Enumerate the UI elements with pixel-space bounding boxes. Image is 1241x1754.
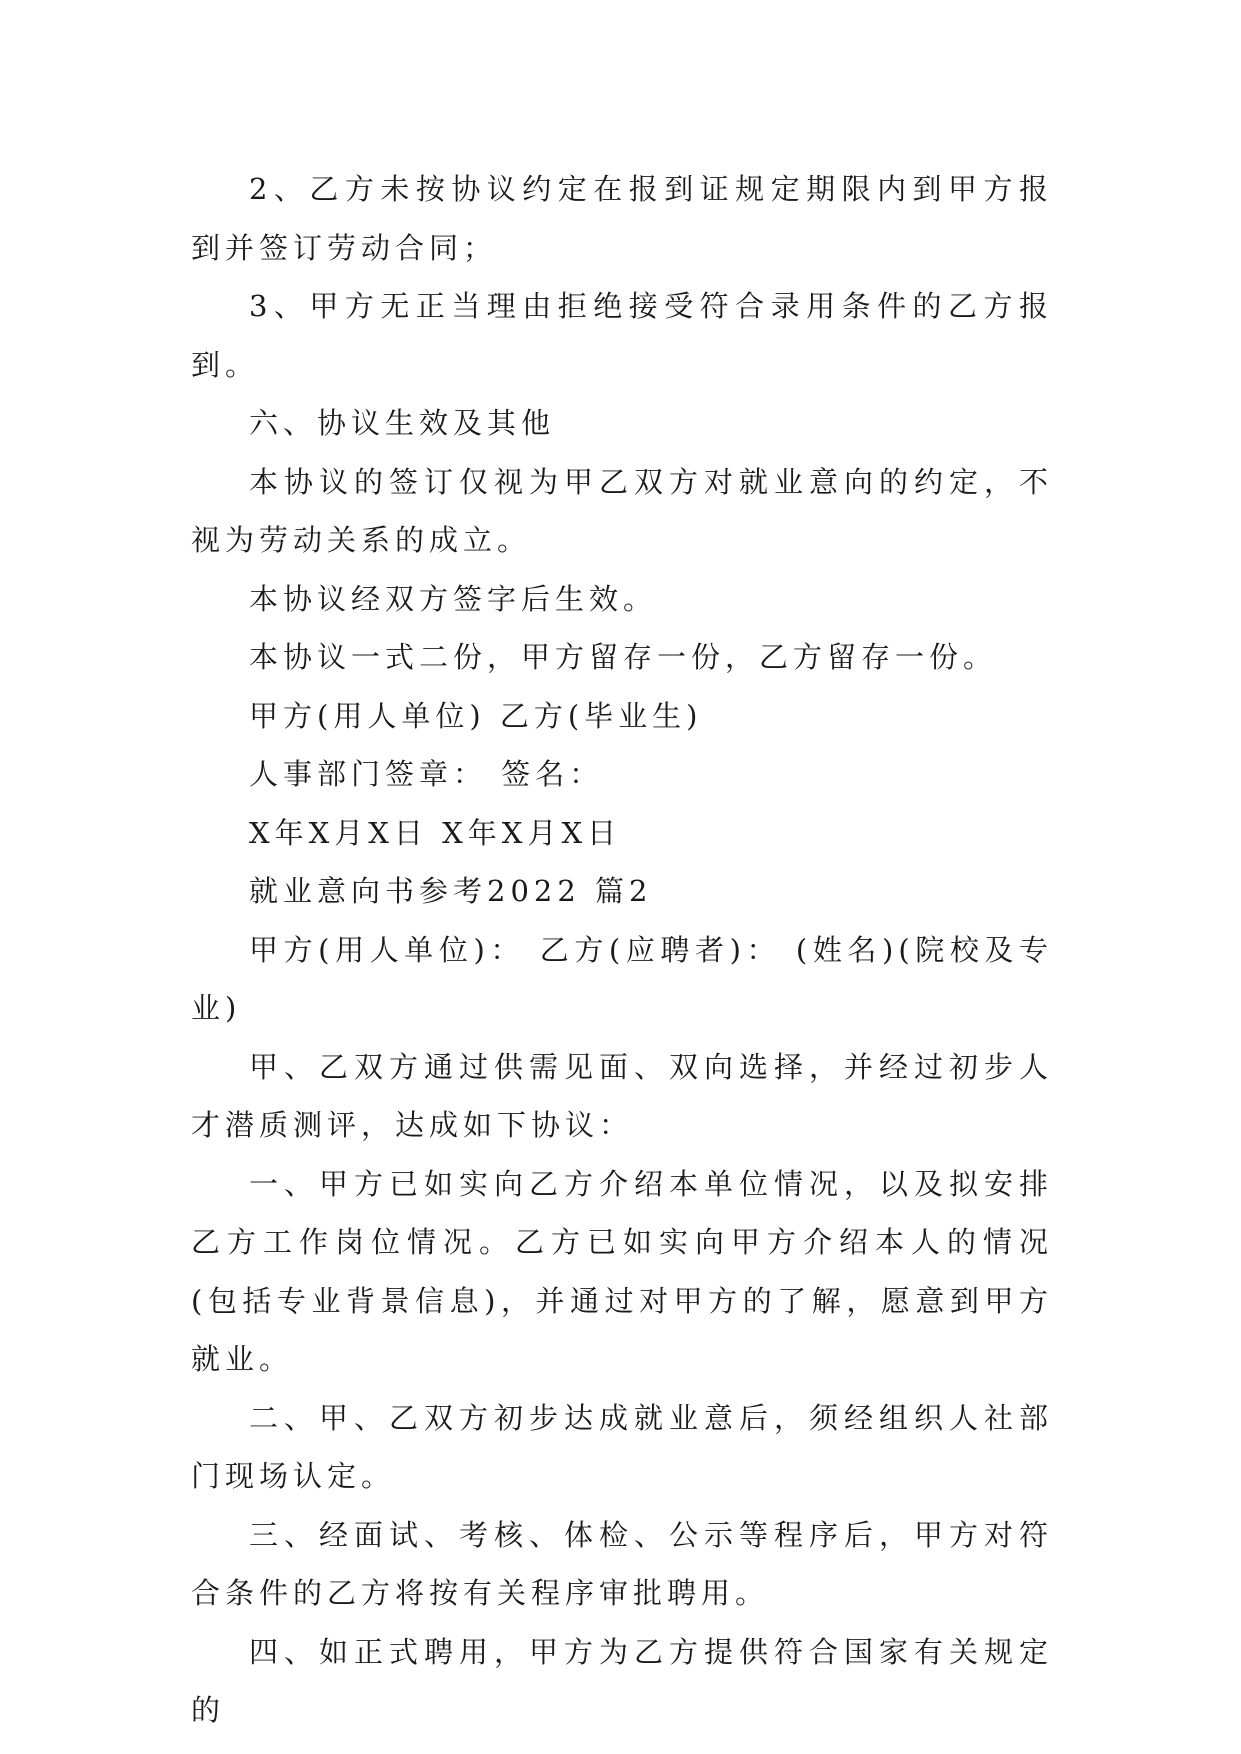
paragraph-parties: 甲方(用人单位)： 乙方(应聘者)： (姓名)(院校及专业)	[191, 932, 1053, 1025]
paragraph-clause-3: 3、甲方无正当理由拒绝接受符合录用条件的乙方报到。	[191, 289, 1053, 382]
paragraph-article-1: 一、甲方已如实向乙方介绍本单位情况，以及拟安排乙方工作岗位情况。乙方已如实向甲方介绍本人的情况(包括专业背景信息)，并通过对甲方的了解，愿意到甲方就业。	[191, 1166, 1053, 1376]
section-heading-effectiveness: 六、协议生效及其他	[249, 406, 556, 440]
paragraph-article-2: 二、甲、乙双方初步达成就业意后，须经组织人社部门现场认定。	[191, 1400, 1053, 1493]
paragraph-article-3: 三、经面试、考核、体检、公示等程序后，甲方对符合条件的乙方将按有关程序审批聘用。	[191, 1517, 1053, 1610]
paragraph-agreement-nature: 本协议的签订仅视为甲乙双方对就业意向的约定，不视为劳动关系的成立。	[191, 464, 1053, 557]
signature-parties-line: 甲方(用人单位) 乙方(毕业生)	[249, 698, 703, 733]
paragraph-clause-2: 2、乙方未按协议约定在报到证规定期限内到甲方报到并签订劳动合同；	[191, 172, 1053, 265]
paragraph-copies: 本协议一式二份，甲方留存一份，乙方留存一份。	[249, 640, 998, 674]
paragraph-effective-on-signing: 本协议经双方签字后生效。	[249, 581, 658, 616]
signature-date-line: X年X月X日 X年X月X日	[249, 815, 622, 850]
document-body	[191, 160, 1053, 1740]
paragraph-preamble: 甲、乙双方通过供需见面、双向选择，并经过初步人才潜质测评，达成如下协议：	[191, 1049, 1053, 1142]
section-title-part-2: 就业意向书参考2022 篇2	[249, 874, 653, 908]
paragraph-article-4: 四、如正式聘用，甲方为乙方提供符合国家有关规定的	[191, 1634, 1053, 1727]
signature-seal-line: 人事部门签章： 签名：	[249, 757, 604, 791]
